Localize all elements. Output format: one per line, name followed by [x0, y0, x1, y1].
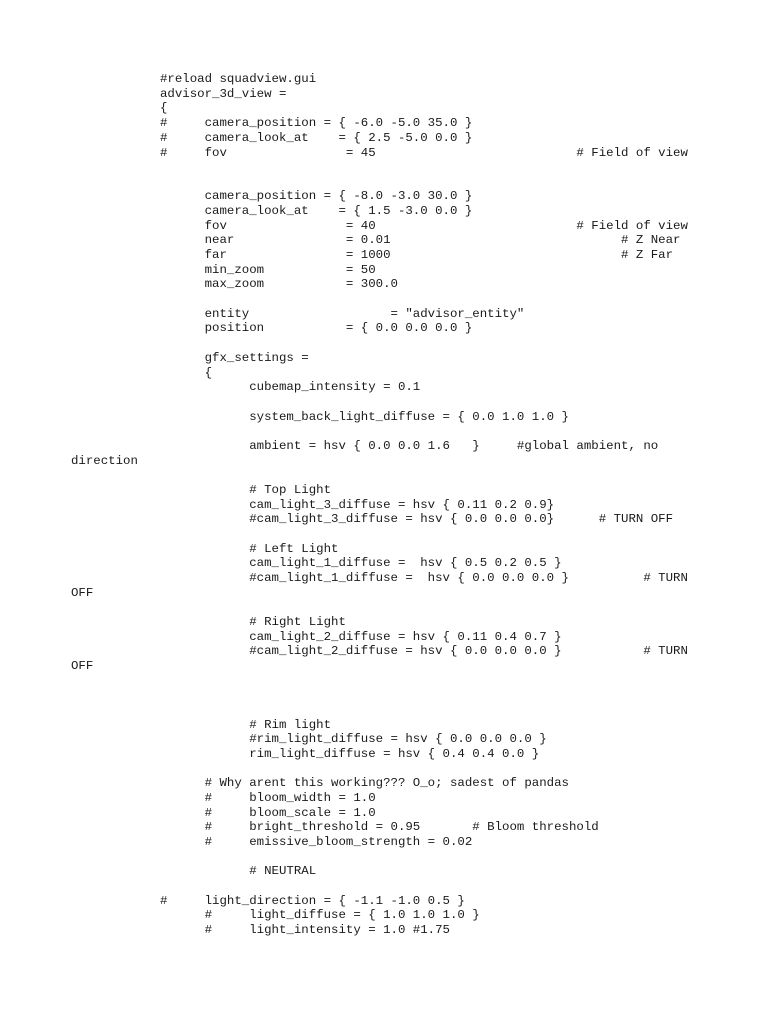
- code-line: {: [160, 366, 213, 380]
- code-line: entity = "advisor_entity": [160, 307, 525, 321]
- code-line: # light_diffuse = { 1.0 1.0 1.0 }: [160, 908, 480, 922]
- code-line: # bloom_width = 1.0: [160, 791, 376, 805]
- code-line: # Top Light: [160, 483, 332, 497]
- code-line: rim_light_diffuse = hsv { 0.4 0.4 0.0 }: [160, 747, 540, 761]
- code-line: # light_direction = { -1.1 -1.0 0.5 }: [160, 894, 465, 908]
- code-line: far = 1000 # Z Far: [160, 248, 674, 262]
- code-line: # Rim light: [160, 718, 332, 732]
- code-line: advisor_3d_view =: [160, 87, 287, 101]
- code-line: min_zoom = 50: [160, 263, 376, 277]
- code-line: #cam_light_2_diffuse = hsv { 0.0 0.0 0.0 } # TURN: [160, 644, 688, 658]
- code-line: # NEUTRAL: [160, 864, 317, 878]
- code-line: max_zoom = 300.0: [160, 277, 398, 291]
- code-line: ambient = hsv { 0.0 0.0 1.6 } #global ambient, no: [160, 439, 659, 453]
- code-line: # Left Light: [160, 542, 339, 556]
- code-line: #rim_light_diffuse = hsv { 0.0 0.0 0.0 }: [160, 732, 547, 746]
- code-line: #cam_light_1_diffuse = hsv { 0.0 0.0 0.0 } # TURN: [160, 571, 688, 585]
- code-line: cam_light_2_diffuse = hsv { 0.11 0.4 0.7 }: [160, 630, 562, 644]
- code-line: # emissive_bloom_strength = 0.02: [160, 835, 473, 849]
- code-line: {: [160, 101, 168, 115]
- code-line: # bloom_scale = 1.0: [160, 806, 376, 820]
- code-line: camera_look_at = { 1.5 -3.0 0.0 }: [160, 204, 473, 218]
- code-line: # fov = 45 # Field of view: [160, 146, 688, 160]
- code-line: cam_light_1_diffuse = hsv { 0.5 0.2 0.5 }: [160, 556, 562, 570]
- code-line: # Why arent this working??? O_o; sadest of pandas: [160, 776, 569, 790]
- code-line: near = 0.01 # Z Near: [160, 233, 681, 247]
- code-line: # light_intensity = 1.0 #1.75: [160, 923, 450, 937]
- code-line: # Right Light: [160, 615, 346, 629]
- code-line: gfx_settings =: [160, 351, 309, 365]
- code-line: position = { 0.0 0.0 0.0 }: [160, 321, 473, 335]
- code-line: #cam_light_3_diffuse = hsv { 0.0 0.0 0.0} # TURN OFF: [160, 512, 674, 526]
- code-line: camera_position = { -8.0 -3.0 30.0 }: [160, 189, 473, 203]
- code-line: # camera_look_at = { 2.5 -5.0 0.0 }: [160, 131, 473, 145]
- code-line: cubemap_intensity = 0.1: [160, 380, 421, 394]
- code-line: # camera_position = { -6.0 -5.0 35.0 }: [160, 116, 473, 130]
- code-line: # bright_threshold = 0.95 # Bloom threshold: [160, 820, 599, 834]
- code-line: OFF: [71, 659, 94, 673]
- code-line: cam_light_3_diffuse = hsv { 0.11 0.2 0.9}: [160, 498, 555, 512]
- code-line: direction: [71, 454, 138, 468]
- code-line: #reload squadview.gui: [160, 72, 317, 86]
- code-line: system_back_light_diffuse = { 0.0 1.0 1.0 }: [160, 410, 569, 424]
- code-line: fov = 40 # Field of view: [160, 219, 688, 233]
- code-line: OFF: [71, 586, 94, 600]
